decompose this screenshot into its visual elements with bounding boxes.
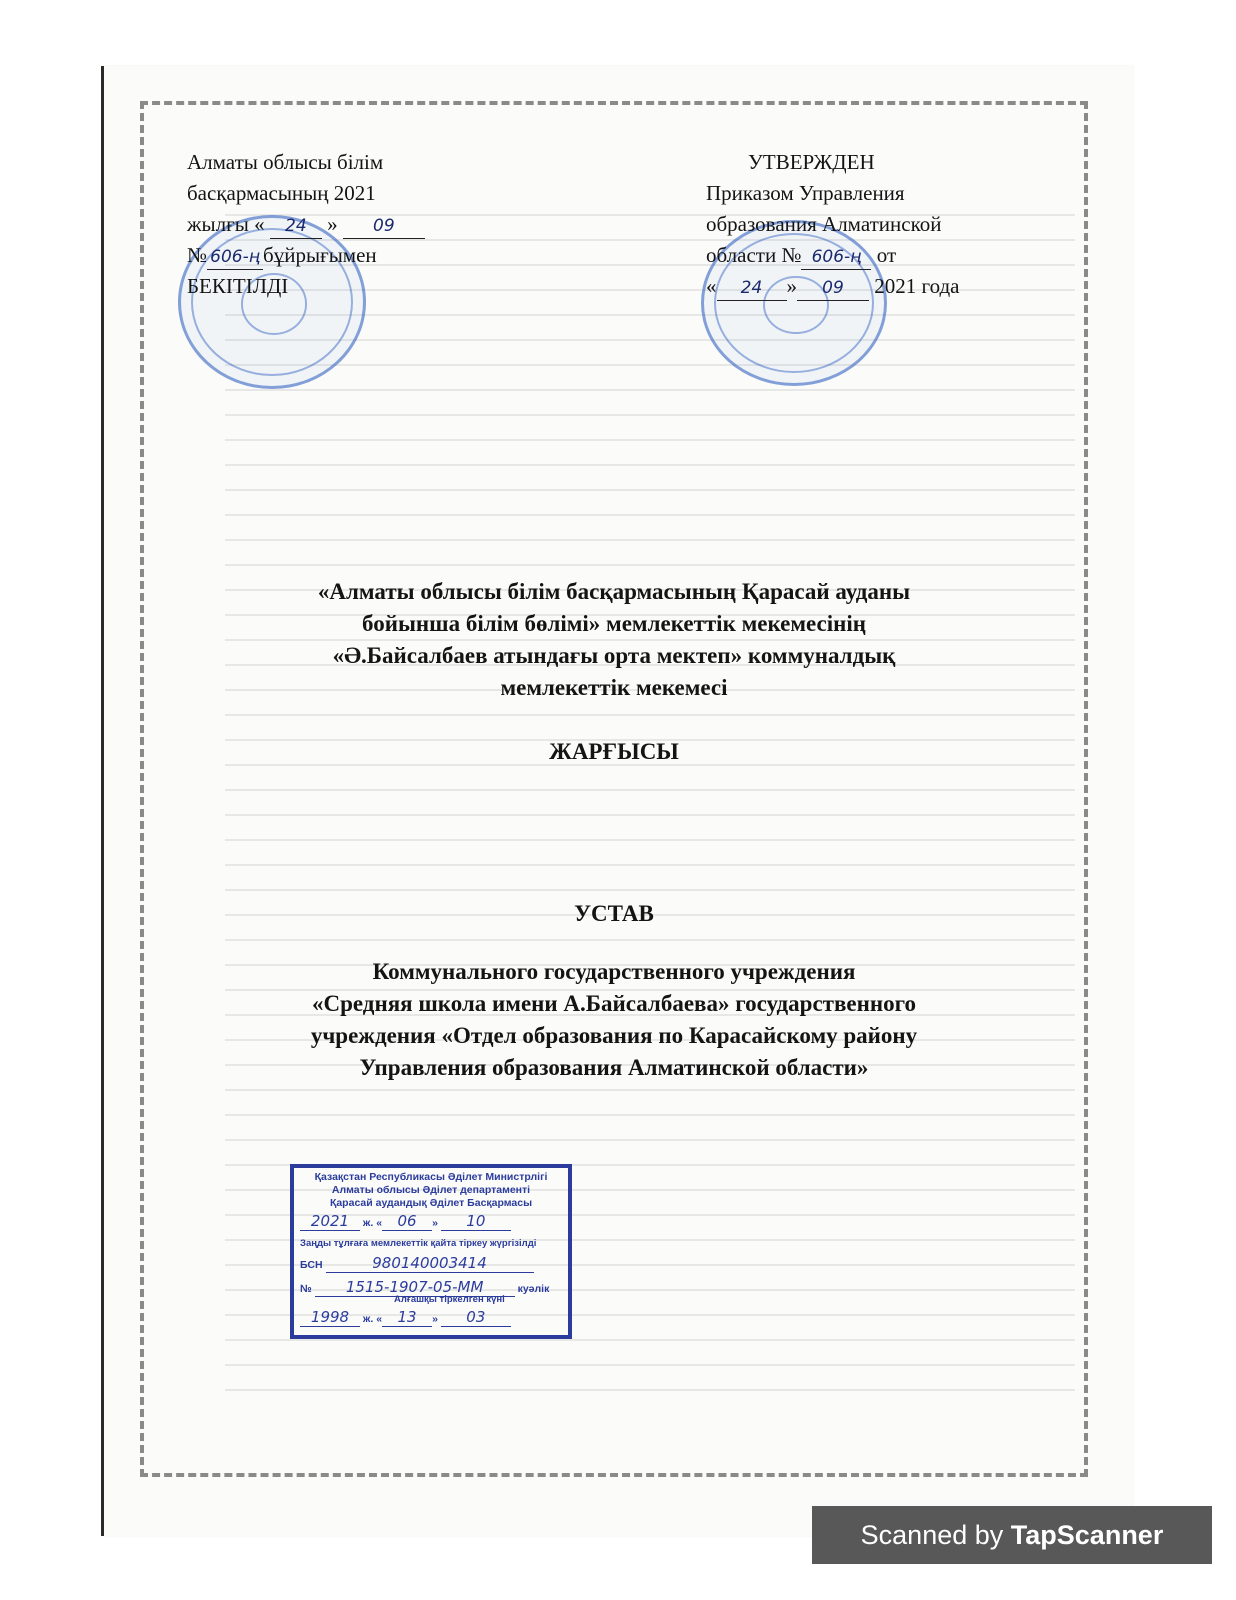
header-left-line-1: Алматы облысы білім: [187, 150, 384, 174]
header-right-line-3: образования Алматинской: [706, 212, 942, 236]
page-edge-line: [101, 66, 104, 1536]
stamp-first-registration-date: 1998 ж. « 13 » 03: [300, 1308, 511, 1327]
handwritten-day: 24: [270, 214, 322, 239]
header-left-line-2: басқармасының 2021: [187, 181, 376, 205]
header-right-line-1: УТВЕРЖДЕН: [748, 150, 875, 174]
stamp-number: № 1515-1907-05-ММ куәлік: [300, 1278, 550, 1296]
russian-title-line: Коммунального государственного учреждения: [372, 959, 856, 984]
stamp-department: Алматы облысы Әділет департаменті: [331, 1184, 531, 1196]
kazakh-institution-title: [140, 576, 1088, 704]
stamp-registration-date: 2021 ж. « 06 » 10: [300, 1212, 511, 1231]
kazakh-title-line: мемлекеттік мекемесі: [500, 675, 728, 700]
kazakh-heading: ЖАРҒЫСЫ: [549, 739, 679, 764]
header-right-line-4: области № 606-ң от: [706, 240, 960, 271]
handwritten-order-number: 606-ң: [207, 245, 263, 270]
handwritten-order-number: 606-ң: [801, 245, 871, 270]
stamp-first-registration-label: Алғашқы тіркелген күні: [394, 1294, 505, 1305]
stamp-reregistration: Заңды тұлғаға мемлекеттік қайта тіркеу жүргізілді: [300, 1238, 537, 1249]
approval-header-kazakh: [187, 147, 425, 302]
scanner-watermark: Scanned by TapScanner: [812, 1506, 1212, 1564]
header-left-line-5: БЕКІТІЛДІ: [187, 274, 289, 298]
stamp-bin: БСН 980140003414: [300, 1254, 534, 1273]
header-left-line-3: жылғы « 24 » 09: [187, 209, 425, 240]
kazakh-title-line: «Алматы облысы білім басқармасының Қарасай ауданы: [317, 579, 911, 604]
header-right-line-5: « 24 » 09 2021 года: [706, 271, 960, 302]
handwritten-month: 09: [797, 276, 869, 301]
kazakh-title-line: «Ә.Байсалбаев атындағы орта мектеп» коммуналдық: [332, 643, 896, 668]
stamp-ministry: Қазақстан Республикасы Әділет Министрлігі: [314, 1171, 548, 1183]
header-left-line-4: № 606-ң бұйрығымен: [187, 240, 425, 271]
kazakh-title-line: бойынша білім бөлімі» мемлекеттік мекемесінің: [362, 611, 866, 636]
stamp-district-office: Қарасай аудандық Әділет Басқармасы: [329, 1197, 533, 1209]
handwritten-month: 09: [343, 214, 425, 239]
handwritten-day: 24: [717, 276, 787, 301]
russian-title-line: Управления образования Алматинской области»: [359, 1055, 869, 1080]
russian-heading: УСТАВ: [574, 901, 654, 926]
russian-institution-title: [140, 956, 1088, 1084]
registration-stamp: [290, 1164, 572, 1339]
russian-title-line: учреждения «Отдел образования по Карасайскому району: [310, 1023, 918, 1048]
header-right-line-2: Приказом Управления: [706, 181, 905, 205]
russian-title-line: «Средняя школа имени А.Байсалбаева» государственного: [312, 991, 916, 1016]
approval-header-russian: [706, 147, 960, 302]
